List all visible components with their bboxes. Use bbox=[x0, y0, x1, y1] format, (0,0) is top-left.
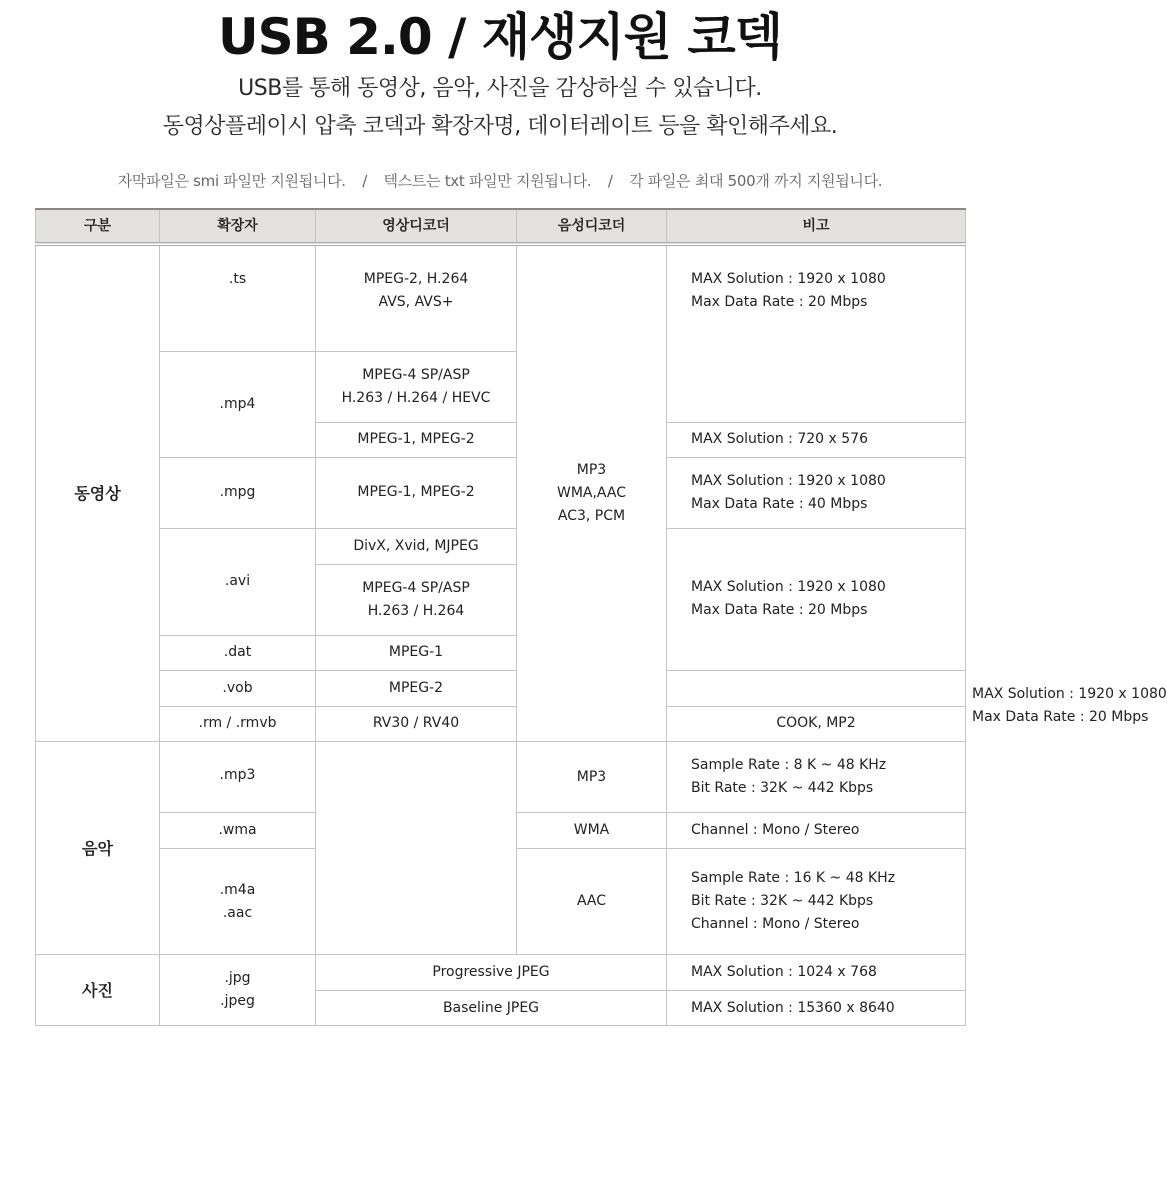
codec-table bbox=[35, 208, 1167, 742]
decoder-progressive-jpeg: Progressive JPEG bbox=[316, 955, 667, 991]
video-decoder-avi-b: MPEG-4 SP/ASP H.263 / H.264 bbox=[316, 564, 517, 635]
table-header-row bbox=[36, 209, 966, 244]
video-decoder-mp4-b: MPEG-1, MPEG-2 bbox=[316, 422, 517, 457]
ext-mp3: .mp3 bbox=[160, 742, 316, 813]
category-video: 동영상 bbox=[36, 244, 160, 741]
video-decoder-ts: MPEG-2, H.264 AVS, AVS+ bbox=[316, 244, 517, 351]
ext-rm: .rm / .rmvb bbox=[160, 706, 316, 741]
video-decoder-avi-a: DivX, Xvid, MJPEG bbox=[316, 528, 517, 564]
remark-ts: MAX Solution : 1920 x 1080 Max Data Rate : 20 Mbps bbox=[667, 244, 966, 422]
ext-wma: .wma bbox=[160, 813, 316, 849]
table-row bbox=[36, 955, 966, 991]
ext-vob: .vob bbox=[160, 670, 316, 706]
ext-ts: .ts bbox=[160, 244, 316, 351]
video-decoder-mp4-a: MPEG-4 SP/ASP H.263 / H.264 / HEVC bbox=[316, 351, 517, 422]
video-decoder-dat: MPEG-1 bbox=[316, 635, 517, 670]
audio-decoder-rm: COOK, MP2 bbox=[667, 706, 966, 741]
support-notes bbox=[0, 170, 1000, 192]
remark-avi: MAX Solution : 1920 x 1080 Max Data Rate : 20 Mbps bbox=[667, 528, 966, 670]
audio-decoder-vob bbox=[667, 670, 966, 706]
audio-decoder-video-shared: MP3 WMA,AAC AC3, PCM bbox=[517, 244, 667, 741]
ext-mp4: .mp4 bbox=[160, 351, 316, 457]
ext-dat: .dat bbox=[160, 635, 316, 670]
audio-decoder-mp3: MP3 bbox=[517, 742, 667, 813]
table-row bbox=[36, 742, 966, 813]
ext-avi: .avi bbox=[160, 528, 316, 635]
ext-jpg: .jpg .jpeg bbox=[160, 955, 316, 1026]
remark-aac: Sample Rate : 16 K ~ 48 KHz Bit Rate : 32K ~ 442 Kbps Channel : Mono / Stereo bbox=[667, 849, 966, 955]
file-count-note: 각 파일은 최대 500개 까지 지원됩니다. bbox=[629, 172, 883, 190]
header-video-decoder: 영상디코더 bbox=[316, 209, 517, 244]
text-file-note: 텍스트는 txt 파일만 지원됩니다. bbox=[383, 172, 592, 190]
note-separator: / bbox=[362, 172, 367, 190]
remark-mpg: MAX Solution : 1920 x 1080 Max Data Rate : 40 Mbps bbox=[667, 457, 966, 528]
table-row bbox=[36, 528, 966, 564]
subtitle-line-1: USB를 통해 동영상, 음악, 사진을 감상하실 수 있습니다. bbox=[238, 76, 762, 101]
video-decoder-music-empty bbox=[316, 742, 517, 955]
video-decoder-rm: RV30 / RV40 bbox=[316, 706, 517, 741]
audio-decoder-wma: WMA bbox=[517, 813, 667, 849]
table-row: .vob MPEG-2 MAX Solution : 1920 x 1080 Max Data Rate : 20 Mbps bbox=[36, 670, 966, 706]
page-title: USB 2.0 / 재생지원 코덱 bbox=[218, 8, 782, 66]
category-music: 음악 bbox=[36, 742, 160, 955]
decoder-baseline-jpeg: Baseline JPEG bbox=[316, 991, 667, 1026]
header-extension: 확장자 bbox=[160, 209, 316, 244]
note-separator: / bbox=[607, 172, 613, 190]
category-photo: 사진 bbox=[36, 955, 160, 1026]
table-row bbox=[36, 706, 966, 741]
remark-baseline-jpeg: MAX Solution : 15360 x 8640 bbox=[667, 991, 966, 1026]
codec-table-media bbox=[35, 741, 966, 1026]
table-row bbox=[36, 244, 966, 351]
video-decoder-vob: MPEG-2 bbox=[316, 670, 517, 706]
table-row bbox=[36, 457, 966, 528]
header-remarks: 비고 bbox=[667, 209, 966, 244]
subtitle-line-2: 동영상플레이시 압축 코덱과 확장자명, 데이터레이트 등을 확인해주세요. bbox=[162, 114, 838, 139]
ext-mpg: .mpg bbox=[160, 457, 316, 528]
header-category: 구분 bbox=[36, 209, 160, 244]
ext-aac: .m4a .aac bbox=[160, 849, 316, 955]
remark-mp3: Sample Rate : 8 K ~ 48 KHz Bit Rate : 32K ~ 442 Kbps bbox=[667, 742, 966, 813]
remark-progressive-jpeg: MAX Solution : 1024 x 768 bbox=[667, 955, 966, 991]
video-decoder-mpg: MPEG-1, MPEG-2 bbox=[316, 457, 517, 528]
remark-wma: Channel : Mono / Stereo bbox=[667, 813, 966, 849]
remark-mp4: MAX Solution : 720 x 576 bbox=[667, 422, 966, 457]
subtitle-file-note: 자막파일은 smi 파일만 지원됩니다. bbox=[117, 172, 346, 190]
audio-decoder-aac: AAC bbox=[517, 849, 667, 955]
header-audio-decoder: 음성디코더 bbox=[517, 209, 667, 244]
